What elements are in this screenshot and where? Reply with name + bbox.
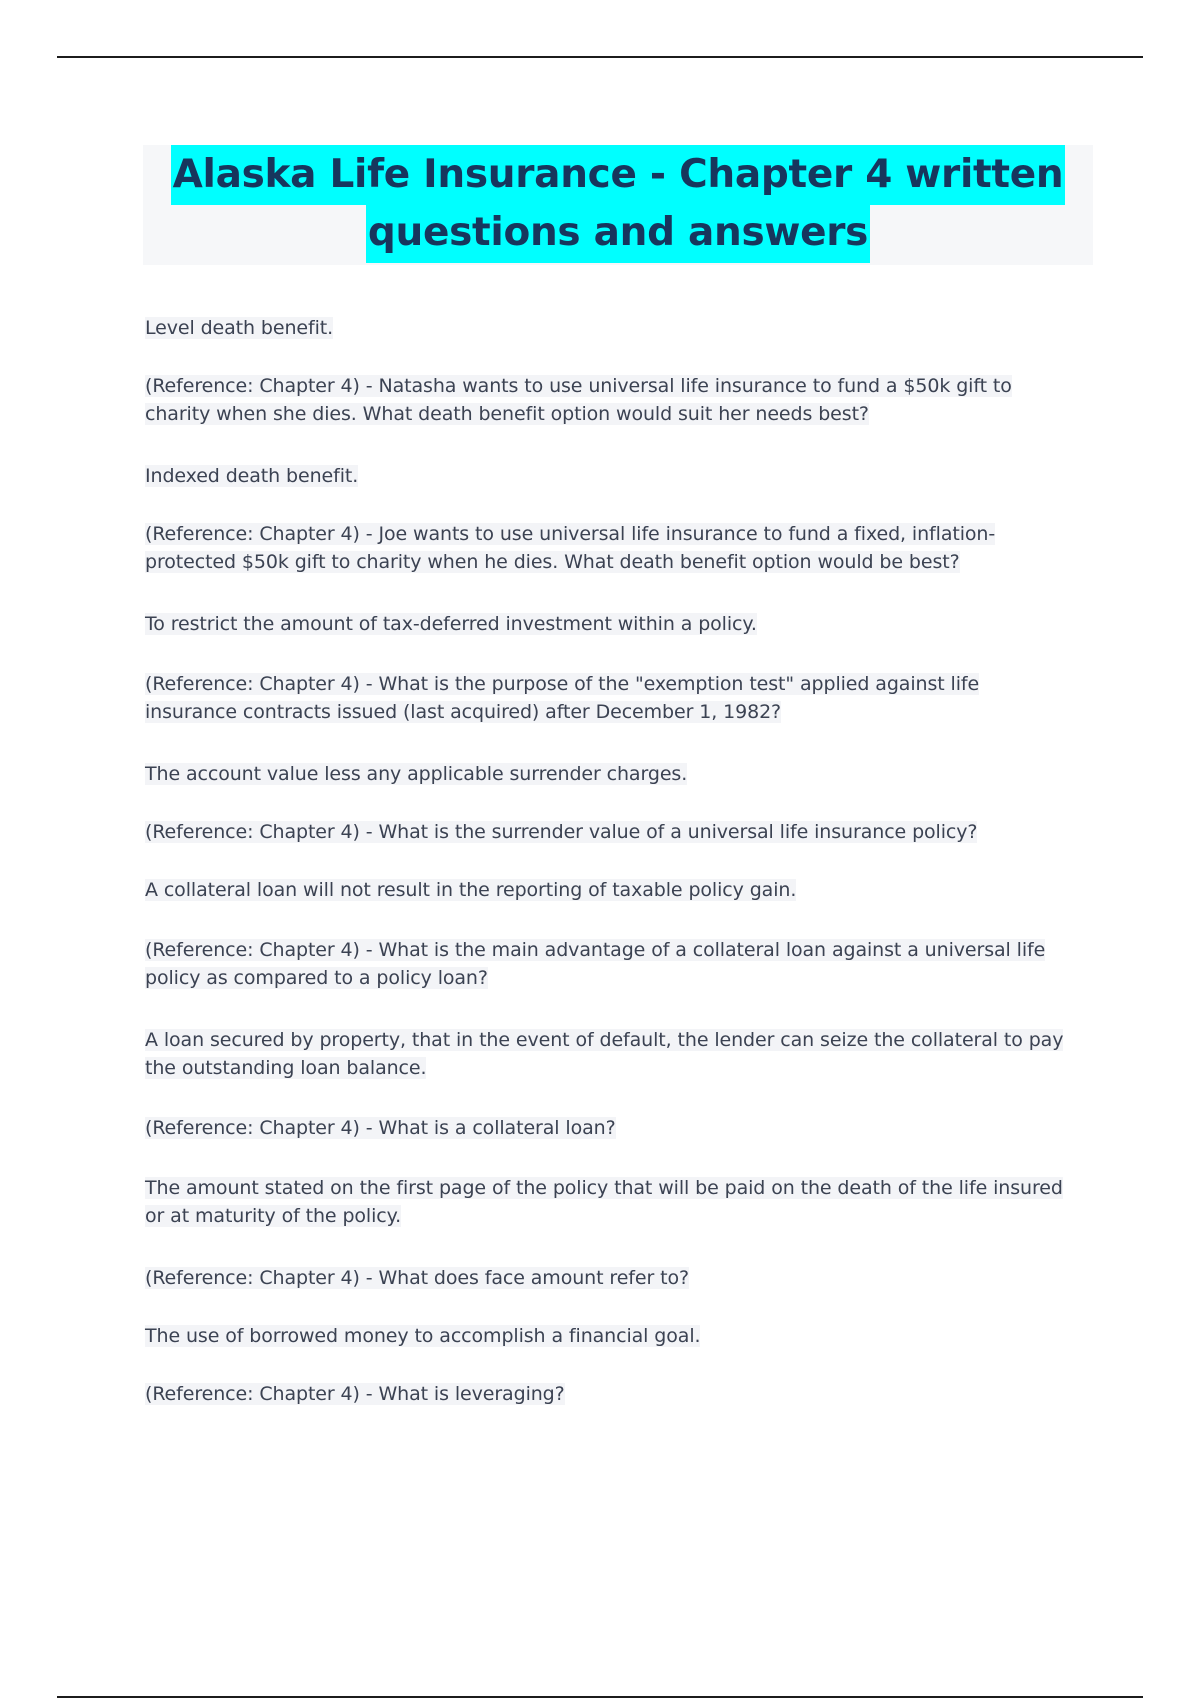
answer-paragraph: Indexed death benefit. (145, 465, 359, 487)
question-paragraph: (Reference: Chapter 4) - What is leveraging? (145, 1383, 565, 1405)
document-title (143, 145, 1093, 263)
answer-paragraph: The account value less any applicable surrender charges. (145, 763, 688, 785)
title-line-2: questions and answers (366, 203, 870, 263)
question-paragraph: (Reference: Chapter 4) - Joe wants to use universal life insurance to fund a fixed, inflation-protected $50k gift to charity when he dies. What death benefit option would be best? (145, 523, 996, 573)
top-rule (57, 56, 1143, 58)
title-line-1: Alaska Life Insurance - Chapter 4 written (171, 145, 1066, 205)
question-paragraph: (Reference: Chapter 4) - What is the main advantage of a collateral loan against a universal life policy as compared to a policy loan? (145, 939, 1046, 989)
answer-paragraph: A loan secured by property, that in the event of default, the lender can seize the collateral to pay the outstanding loan balance. (145, 1029, 1064, 1079)
answer-paragraph: To restrict the amount of tax-deferred investment within a policy. (145, 613, 757, 635)
answer-paragraph: A collateral loan will not result in the reporting of taxable policy gain. (145, 879, 797, 901)
question-paragraph: (Reference: Chapter 4) - What is a collateral loan? (145, 1117, 616, 1139)
question-paragraph: (Reference: Chapter 4) - Natasha wants to use universal life insurance to fund a $50k gift to charity when she dies. What death benefit option would suit her needs best? (145, 375, 1012, 425)
answer-paragraph: Level death benefit. (145, 317, 334, 339)
question-paragraph: (Reference: Chapter 4) - What does face amount refer to? (145, 1267, 689, 1289)
question-paragraph: (Reference: Chapter 4) - What is the purpose of the "exemption test" applied against life insurance contracts issued (last acquired) after December 1, 1982? (145, 673, 980, 723)
bottom-rule (57, 1696, 1143, 1698)
answer-paragraph: The use of borrowed money to accomplish a financial goal. (145, 1325, 701, 1347)
question-paragraph: (Reference: Chapter 4) - What is the surrender value of a universal life insurance policy? (145, 821, 978, 843)
answer-paragraph: The amount stated on the first page of the policy that will be paid on the death of the life insured or at maturity of the policy. (145, 1177, 1063, 1227)
